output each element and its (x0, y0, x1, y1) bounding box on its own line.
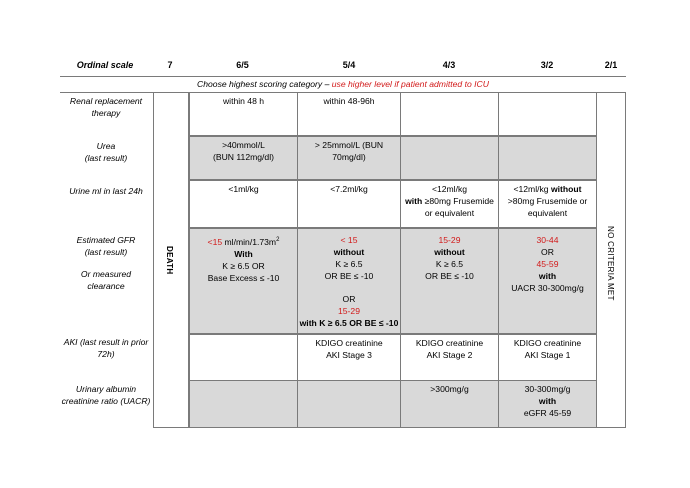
row-label-gfr (60, 234, 152, 292)
cell-aki-6-5 (189, 334, 298, 381)
cell-renal-3-2 (498, 92, 597, 136)
cell-text-bold: without (550, 184, 582, 194)
cell-gfr-3-2 (498, 228, 597, 334)
cell-renal-4-3 (400, 92, 499, 136)
row-label-gfr-spacer (60, 258, 152, 268)
cell-text-red: 45-59 (536, 259, 559, 269)
cell-gfr-6-5 (189, 228, 298, 334)
cell-text: <12ml/kg (513, 184, 551, 194)
cell-text: K ≥ 6.5 OR (222, 260, 265, 271)
no-criteria-label: NO CRITERIA MET (606, 226, 615, 301)
cell-text-red: <15 (207, 236, 223, 247)
cell-uacr-4-3 (400, 380, 499, 428)
cell-text-superscript: 2 (276, 237, 280, 243)
cell-text-bold: with (538, 396, 557, 406)
cell-text (499, 183, 596, 195)
instruction-icu-note: use higher level if patient admitted to ICU (331, 79, 489, 89)
cell-text-bold: without (434, 247, 465, 257)
row-label-renal (60, 95, 152, 119)
cell-text: <7.2ml/kg (330, 184, 368, 194)
cell-text-bold: with (405, 196, 423, 206)
cell-text-bold: With (234, 248, 253, 259)
cell-text-red: 30-44 (536, 235, 559, 245)
row-label-uacr (60, 383, 152, 407)
instruction-text (60, 79, 626, 89)
cell-aki-5-4 (297, 334, 401, 381)
cell-text-bold: with K ≥ 6.5 OR BE ≤ -10 (299, 318, 399, 328)
row-label-uacr-line: creatinine ratio (UACR) (61, 396, 151, 406)
cell-text (190, 234, 297, 248)
cell-text: K ≥ 6.5 (435, 259, 464, 269)
cell-text: (BUN 112mg/dl) (213, 152, 274, 162)
cell-text-red: 15-29 (338, 306, 360, 316)
cell-text: or equivalent (424, 208, 475, 218)
cell-uacr-5-4 (297, 380, 401, 428)
instruction-top-rule (60, 76, 626, 77)
row-label-aki-line: 72h) (97, 349, 115, 359)
row-label-aki-line: AKI (last result in prior (63, 337, 149, 347)
cell-text: OR (342, 294, 356, 304)
cell-urine-3-2 (498, 180, 597, 228)
cell-urea-5-4 (297, 136, 401, 180)
cell-text: within 48 h (222, 96, 265, 106)
column-header-2-1: 2/1 (604, 60, 618, 70)
cell-text: within 48-96h (323, 96, 375, 106)
cell-text: AKI Stage 2 (426, 350, 473, 360)
cell-urine-6-5 (189, 180, 298, 228)
cell-aki-3-2 (498, 334, 597, 381)
row-label-gfr-line: Or measured (80, 269, 132, 279)
cell-text: eGFR 45-59 (523, 408, 572, 418)
instruction-main: Choose highest scoring category – (197, 79, 332, 89)
row-label-uacr-line: Urinary albumin (75, 384, 137, 394)
cell-urea-6-5 (189, 136, 298, 180)
cell-text: ml/min/1.73m (222, 236, 277, 247)
cell-gfr-4-3 (400, 228, 499, 334)
row-label-urea (60, 140, 152, 164)
cell-text: 70mg/dl) (332, 152, 366, 162)
row-label-urea-line: Urea (96, 141, 116, 151)
cell-text: Base Excess ≤ -10 (207, 272, 280, 283)
cell-renal-5-4 (297, 92, 401, 136)
row-label-gfr-line: (last result) (84, 247, 128, 257)
cell-text: >300mg/g (430, 384, 469, 394)
row-label-gfr-line: Estimated GFR (76, 235, 136, 245)
cell-text: OR BE ≤ -10 (425, 271, 474, 281)
column-header-6-5: 6/5 (236, 60, 249, 70)
cell-uacr-6-5 (189, 380, 298, 428)
cell-text-bold: without (333, 247, 365, 257)
cell-text-red: < 15 (340, 235, 358, 245)
cell-text: AKI Stage 3 (326, 350, 372, 360)
ordinal-scale-header: Ordinal scale (76, 60, 134, 70)
cell-text: equivalent (527, 208, 568, 218)
row-label-renal-line: Renal replacement (69, 96, 143, 106)
cell-urea-4-3 (400, 136, 499, 180)
cell-text: >80mg Frusemide or (507, 196, 588, 206)
cell-uacr-3-2 (498, 380, 597, 428)
death-label: DEATH (165, 246, 174, 275)
cell-text: OR BE ≤ -10 (324, 271, 374, 281)
cell-text: K ≥ 6.5 (335, 259, 363, 269)
cell-text-red: 15-29 (438, 235, 461, 245)
cell-urine-4-3 (400, 180, 499, 228)
cell-text: 30-300mg/g (524, 384, 571, 394)
cell-text (401, 195, 498, 207)
cell-text: <12ml/kg (431, 184, 468, 194)
cell-text: KDIGO creatinine (315, 338, 383, 348)
cell-spacer (298, 282, 400, 293)
row-label-aki (60, 336, 152, 360)
column-header-7: 7 (167, 60, 173, 70)
column-header-4-3: 4/3 (442, 60, 456, 70)
column-header-5-4: 5/4 (342, 60, 356, 70)
cell-text: KDIGO creatinine (415, 338, 484, 348)
cell-text: <1ml/kg (228, 184, 259, 194)
row-label-urine-line: Urine ml in last 24h (69, 186, 143, 196)
cell-urea-3-2 (498, 136, 597, 180)
cell-urine-5-4 (297, 180, 401, 228)
cell-text: OR (541, 247, 554, 257)
cell-text: KDIGO creatinine (513, 338, 582, 348)
cell-text: > 25mmol/L (BUN (314, 140, 384, 150)
row-label-gfr-line: clearance (87, 281, 125, 291)
cell-text: UACR 30-300mg/g (511, 283, 584, 293)
cell-text: AKI Stage 1 (524, 350, 571, 360)
cell-text-bold: with (538, 271, 557, 281)
cell-aki-4-3 (400, 334, 499, 381)
cell-renal-6-5 (189, 92, 298, 136)
row-label-renal-line: therapy (91, 108, 121, 118)
row-label-urea-line: (last result) (84, 153, 128, 163)
cell-gfr-5-4 (297, 228, 401, 334)
cell-text: ≥80mg Frusemide (422, 196, 494, 206)
column-header-3-2: 3/2 (540, 60, 554, 70)
row-label-urine (60, 185, 152, 197)
cell-text: >40mmol/L (222, 140, 265, 150)
